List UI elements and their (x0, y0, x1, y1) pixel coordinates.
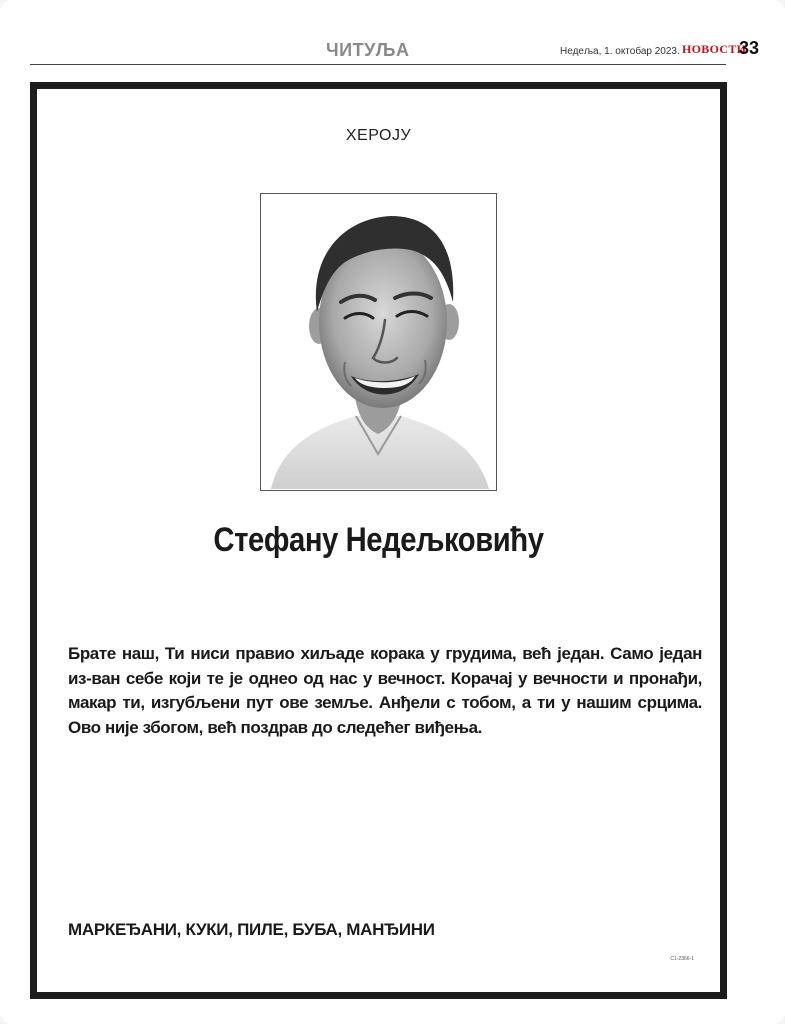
page-number: 33 (739, 38, 760, 58)
obituary-message: Брате наш, Ти ниси правио хиљаде корака у грудима, већ један. Само један из-ван себе који те је однео од нас у вечност. Корачај у вечности и пронађи, макар ти, изгубљени пут ове земље. Анђели с тобом, а ти у нашим срцима. Ово није збогом, већ поздрав до следећег виђења. (68, 644, 702, 737)
section-title: ЧИТУЉА (326, 40, 410, 60)
issue-date: Недеља, 1. октобар 2023. (560, 46, 680, 57)
deceased-name: Стефану Недељковићу (213, 521, 544, 559)
ad-code: С1-2366-1 (670, 956, 694, 962)
obituary-frame (30, 82, 727, 999)
signers-list: МАРКЕЂАНИ, КУКИ, ПИЛЕ, БУБА, МАНЂИНИ (68, 920, 435, 939)
portrait-photo-icon (261, 194, 495, 489)
dedication-heading: ХЕРОЈУ (345, 127, 412, 144)
masthead-logo: НОВОСТИ (682, 42, 747, 56)
portrait-photo (260, 193, 497, 491)
page-header (30, 36, 760, 65)
